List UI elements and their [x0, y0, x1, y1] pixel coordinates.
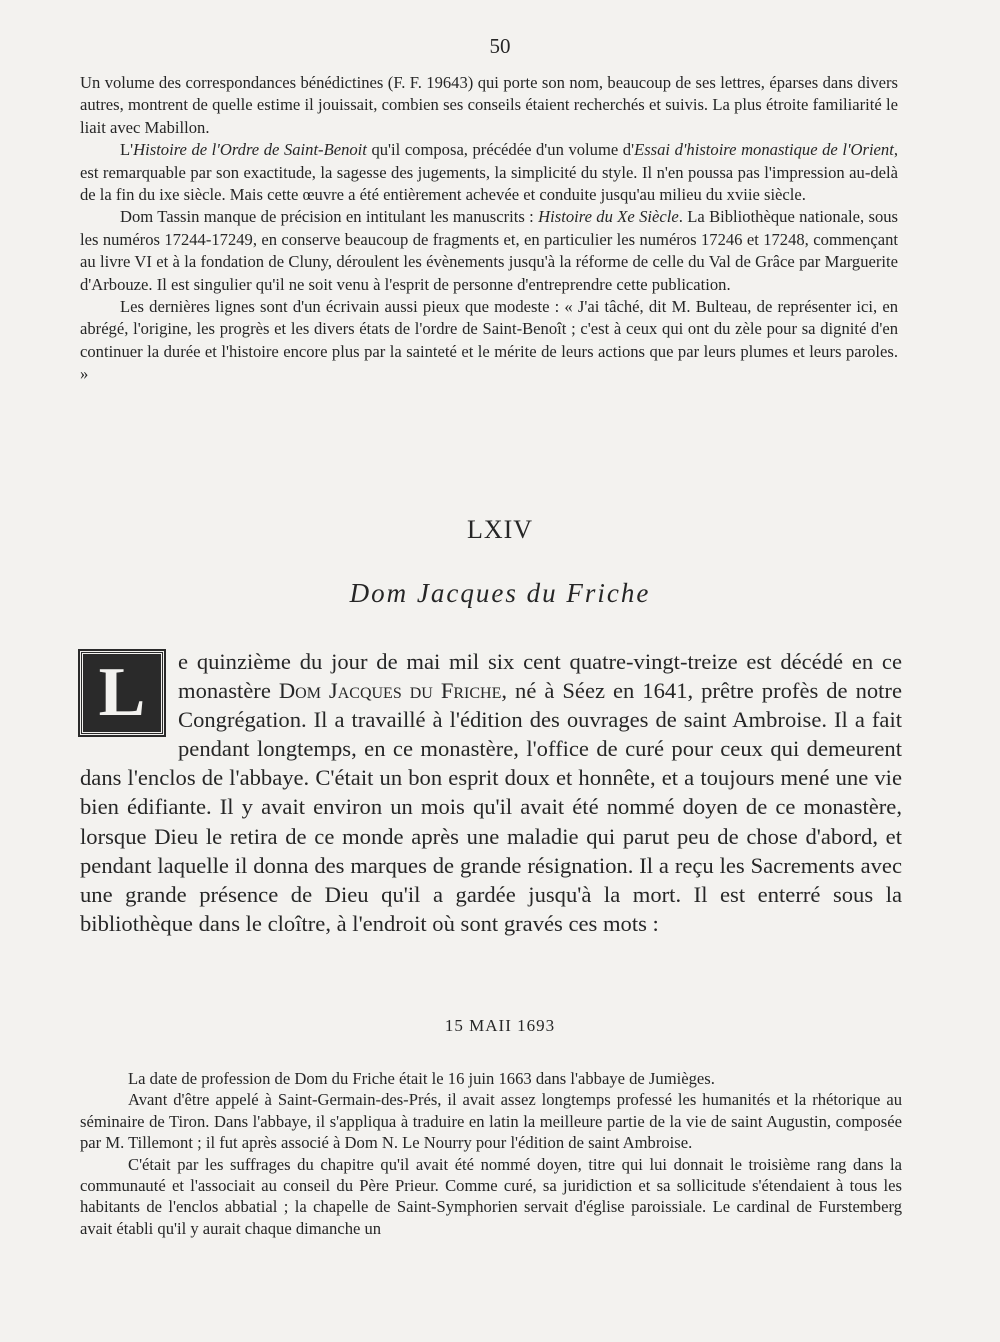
note-paragraph: La date de profession de Dom du Friche était le 16 juin 1663 dans l'abbaye de Jumièges. — [128, 1069, 715, 1088]
text-run: Les dernières lignes sont d'un écrivain aussi pieux que modeste : « J'ai tâché, dit M. Bulteau, de représenter ici, en abrégé, l'origine, les progrès et les divers états de l'ordre de Saint-Benoît ; c'est à ceux qui ont du zèle pour sa dignité d'en continuer la durée et l'histoire encore plus par la sainteté et le mérite de leurs actions que par leurs plumes et leurs paroles. » — [80, 297, 898, 384]
text-run: , né à Séez en 1641, prêtre profès de notre Congrégation. Il a travaillé à l'édition des ouvrages de saint Ambroise. Il a fait pendant longtemps, en ce monastère, l'office de curé pour ceux qui demeurent dans l'enclos de l'abbaye. C'était un bon esprit doux et honnête, et a toujours mené une vie bien édifiante. Il y avait environ un mois qu'il avait été nommé doyen de ce monastère, lorsque Dieu le retira de ce monde après une maladie qui parut peu de chose d'abord, et pendant laquelle il donna des marques de grande résignation. Il a reçu les Sacrements avec une grande présence de Dieu qu'il a gardée jusqu'à la mort. Il est enterré sous la bibliothèque dans le cloître, à l'endroit où sont gravés ces mots : — [80, 678, 902, 936]
inscription: 15 MAII 1693 — [444, 1016, 556, 1035]
paragraph — [80, 296, 898, 386]
text-run: , est remarquable par son exactitude, la sagesse des jugements, la simplicité du style. Il n'en poussa pas l'impression au-delà de la fin du ixe siècle. Mais cette œuvre a été entièrement achevée et conduite jusqu'au milieu du xviie siècle. — [80, 140, 898, 205]
section-title: Dom Jacques du Friche — [349, 578, 651, 608]
drop-cap-ornament: L — [80, 651, 164, 735]
note-paragraph: C'était par les suffrages du chapitre qu'il avait été nommé doyen, titre qui lui donnait le troisième rang dans la communauté et l'associait au conseil du Père Prieur. Comme curé, sa juridiction et sa sollicitude s'étendaient à tous les habitants de l'enclos abbatial ; la chapelle de Saint-Symphorien servait d'église paroissiale. Le cardinal de Furstemberg avait établi qu'il y aurait chaque dimanche un — [80, 1154, 902, 1238]
notes — [80, 1068, 902, 1239]
page-number: 50 — [489, 34, 511, 58]
book-title: Histoire de l'Ordre de Saint-Benoit — [133, 140, 367, 160]
text-run: Un volume des correspondances bénédictines (F. F. 19643) qui porte son nom, beaucoup de ses lettres, éparses dans divers autres, montrent de quelle estime il jouissait, combien ses conseils étaient recherchés et suivis. La plus étroite familiarité le liait avec Mabillon. — [80, 73, 898, 137]
book-title: Essai d'histoire monastique de l'Orient — [634, 140, 894, 160]
section-number: LXIV — [466, 515, 534, 544]
main-text — [80, 647, 902, 938]
text-run: e quinzième du jour de mai mil six cent quatre-vingt-treize est décédé en ce monastère — [178, 649, 902, 704]
person-name: Dom Jacques du Friche — [278, 678, 502, 704]
text-run: Dom Tassin manque de précision en intitulant les manuscrits : — [120, 207, 539, 227]
paragraph — [80, 139, 898, 206]
paragraph — [80, 72, 898, 139]
note-paragraph: Avant d'être appelé à Saint-Germain-des-Prés, il avait assez longtemps professé les humanités et la rhétorique au séminaire de Tiron. Dans l'abbaye, il s'appliqua à traduire en latin la meilleure partie de la vie de saint Augustin, composée par M. Tillemont ; il fut après associé à Dom N. Le Nourry pour l'édition de saint Ambroise. — [80, 1090, 902, 1153]
text-run: L' — [120, 140, 134, 160]
book-title: Histoire du Xe Siècle — [538, 207, 679, 227]
paragraph — [80, 206, 898, 296]
text-run: qu'il composa, précédée d'un volume d' — [366, 140, 635, 160]
paragraph — [80, 647, 902, 938]
intro-text — [80, 72, 898, 386]
text-run: . La Bibliothèque nationale, sous les numéros 17244-17249, en conserve beaucoup de fragments et, en particulier les numéros 17246 et 17248, commençant au livre VI et à la fondation de Cluny, déroulent les évènements jusqu'à la réforme de celle du Val de Grâce par Marguerite d'Arbouze. Il est singulier qu'il ne soit venu à l'esprit de personne d'entreprendre cette publication. — [80, 207, 898, 294]
